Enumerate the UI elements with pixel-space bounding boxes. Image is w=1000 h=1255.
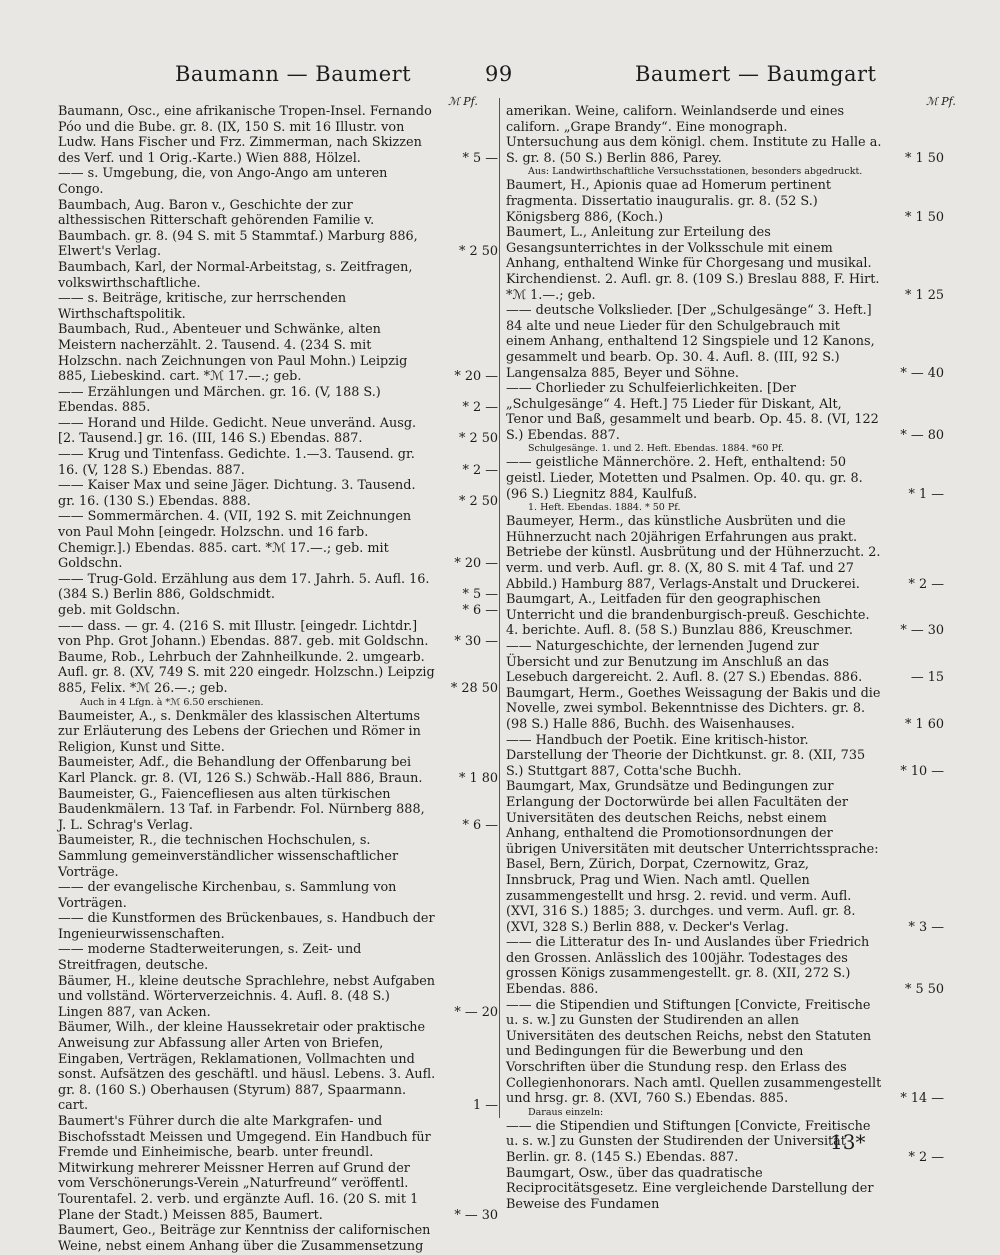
bibliography-entry: [58, 1020, 498, 1114]
entry-text: Baumbach, Karl, der Normal-Arbeitstag, s. Zeitfragen, volkswirthschaftliche.: [58, 259, 413, 291]
bibliography-entry: [506, 998, 944, 1107]
bibliography-entry: [58, 385, 498, 416]
entry-price: * 2 50: [459, 431, 498, 447]
entry-text: geb. mit Goldschn.: [58, 603, 181, 618]
entry-text: Baumeister, A., s. Denkmäler des klassischen Altertums zur Erläuterung des Lebens der Griechen und Römer in Religion, Kunst und Sitte.: [58, 708, 421, 755]
entry-price: * 20 —: [454, 369, 498, 385]
bibliography-entry: [58, 291, 498, 322]
entry-price: * 5 50: [905, 982, 944, 998]
entry-text: —— moderne Stadterweiterungen, s. Zeit- und Streitfragen, deutsche.: [58, 942, 362, 974]
entry-note: Aus: Landwirthschaftliche Versuchsstationen, besonders abgedruckt.: [528, 166, 863, 178]
bibliography-entry: [58, 755, 498, 786]
entry-price: * 1 80: [459, 770, 498, 786]
entry-text: Bäumer, H., kleine deutsche Sprachlehre, nebst Aufgaben und vollständ. Wörterverzeichnis. 4. Aufl. 8. (48 S.) Lingen 887, van Acken.: [58, 973, 436, 1020]
entry-text: —— die Kunstformen des Brückenbaues, s. Handbuch der Ingenieurwissenschaften.: [58, 911, 435, 942]
right-column: [506, 104, 944, 1212]
entry-price: * 30 —: [454, 634, 498, 650]
entry-text: Baumeister, G., Faiencefliesen aus alten türkischen Baudenkmälern. 13 Taf. in Farbendr. Fol. Nürnberg 888, J. L. Schrag's Verlag.: [58, 786, 425, 833]
entry-price: * 2 50: [459, 493, 498, 509]
bibliography-entry: [506, 303, 944, 381]
bibliography-entry: [506, 779, 944, 935]
entry-price: * — 30: [454, 1207, 498, 1223]
entry-text: Baumbach, Rud., Abenteuer und Schwänke, alten Meistern nacherzählt. 2. Tausend. 4. (234 S. mit Holzschn. nach Zeichnungen von Paul Mohn.) Leipzig 885, Liebeskind. cart. *ℳ 17.—.; geb.: [58, 322, 408, 385]
entry-text: Baumgart, A., Leitfaden für den geographischen Unterricht und die brandenburgisch-preuß. Geschichte. 4. berichte. Aufl. 8. (58 S.) Bunzlau 886, Kreuschmer.: [506, 592, 870, 639]
entry-text: Bäumer, Wilh., der kleine Haussekretair oder praktische Anweisung zur Abfassung aller Arten von Briefen, Eingaben, Verträgen, Reklamationen, Vollmachten und sonst. Aufsätzen des geschäftl. und häusl. Lebens. 3. Aufl. gr. 8. (160 S.) Oberhausen (Styrum) 887, Spaarmann. cart.: [58, 1020, 436, 1114]
entry-note: Auch in 4 Lfgn. à *ℳ 6.50 erschienen.: [80, 696, 264, 708]
entry-text: —— dass. — gr. 4. (216 S. mit Illustr. [eingedr. Lichtdr.] von Php. Grot Johann.) Ebendas. 887. geb. mit Goldschn.: [58, 618, 429, 650]
bibliography-entry: [506, 686, 944, 733]
bibliography-entry: [506, 935, 944, 997]
bibliography-entry: [58, 787, 498, 834]
entry-text: —— Erzählungen und Märchen. gr. 16. (V, 188 S.) Ebendas. 885.: [58, 384, 381, 416]
entry-text: Baumert's Führer durch die alte Markgrafen- und Bischofsstadt Meissen und Umgegend. Ein Handbuch für Fremde und Einheimische, bearb. unter freundl. Mitwirkung mehrerer Meissner Herren auf Grund der vom Verschönerungs-Verein „Naturfreund“ veröffentl. Tourentafel. 2. verb. und ergänzte Aufl. 16. (20 S. mit 1 Plane der Stadt.) Meissen 885, Baumert.: [58, 1114, 431, 1223]
entry-price: * 1 50: [905, 209, 944, 225]
bibliography-entry: [506, 455, 944, 502]
bibliography-entry: [506, 1166, 944, 1213]
bibliography-entry: [58, 509, 498, 571]
bibliography-entry: [58, 880, 498, 911]
entry-text: Baumert, Geo., Beiträge zur Kenntniss der californischen Weine, nebst einem Anhang über die Zusammensetzung: [58, 1223, 431, 1254]
entry-text: —— Horand und Hilde. Gedicht. Neue unveränd. Ausg. [2. Tausend.] gr. 16. (III, 146 S.) Ebendas. 887.: [58, 415, 417, 447]
entry-price: * 2 —: [908, 576, 944, 592]
header-right: Baumert — Baumgart: [635, 62, 877, 86]
bibliography-entry: [506, 178, 944, 225]
entry-text: Baume, Rob., Lehrbuch der Zahnheilkunde. 2. umgearb. Aufl. gr. 8. (XV, 749 S. mit 220 eingedr. Holzschn.) Leipzig 885, Felix. *ℳ 26.—.; geb.: [58, 649, 435, 696]
entry-note: Daraus einzeln:: [528, 1106, 604, 1118]
entry-text: —— s. Beiträge, kritische, zur herrschenden Wirthschaftspolitik.: [58, 291, 347, 322]
entry-note: 1. Heft. Ebendas. 1884. * 50 Pf.: [528, 502, 681, 514]
entry-price: — 15: [910, 670, 944, 686]
entry-text: —— Krug und Tintenfass. Gedichte. 1.—3. Tausend. gr. 16. (V, 128 S.) Ebendas. 887.: [58, 447, 415, 478]
bibliography-entry: [506, 514, 944, 592]
entry-text: —— die Stipendien und Stiftungen [Convicte, Freitische u. s. w.] zu Gunsten der Studirenden der Universität Berlin. gr. 8. (145 S.) Ebendas. 887.: [506, 1118, 871, 1165]
bibliography-entry: [58, 1223, 498, 1254]
entry-text: Baumert, H., Apionis quae ad Homerum pertinent fragmenta. Dissertatio inauguralis. gr. 8. (52 S.) Königsberg 886, (Koch.): [506, 178, 831, 225]
bibliography-entry: [58, 572, 498, 603]
entry-text: Baumgart, Max, Grundsätze und Bedingungen zur Erlangung der Doctorwürde bei allen Facultäten der Universitäten des deutschen Reichs, nebst einem Anhang, enthaltend die Promotionsordnungen der übrigen Universitäten mit deutscher Unterrichtssprache: Basel, Bern, Zürich, Dorpat, Czernowitz, Graz, Innsbruck, Prag und Wien. Nach amtl. Quellen zusammengestellt und hrsg. 2. revid. und verm. Aufl. (XVI, 316 S.) 1885; 3. durchges. und verm. Aufl. gr. 8. (XVI, 328 S.) Berlin 888, v. Decker's Verlag.: [506, 779, 879, 935]
bibliography-entry: [58, 322, 498, 384]
bibliography-entry: [58, 166, 498, 197]
entry-text: Baumann, Osc., eine afrikanische Tropen-Insel. Fernando Póo und die Bube. gr. 8. (IX, 150 S. mit 16 Illustr. von Ludw. Hans Fischer und Frz. Zimmerman, nach Skizzen des Verf. und 1 Orig.-Karte.) Wien 888, Hölzel.: [58, 104, 432, 166]
entry-price: * 1 60: [905, 716, 944, 732]
entry-price: * 2 —: [462, 400, 498, 416]
entry-price: * 2 —: [908, 1150, 944, 1165]
entry-price: * — 40: [900, 365, 944, 381]
entry-text: Baumgart, Herm., Goethes Weissagung der Bakis und die Novelle, zwei symbol. Bekenntnisse des Dichters. gr. 8. (98 S.) Halle 886, Buchh. des Waisenhauses.: [506, 685, 881, 732]
entry-text: —— deutsche Volkslieder. [Der „Schulgesänge“ 3. Heft.] 84 alte und neue Lieder für den Schulgebrauch mit einem Anhang, enthaltend 12 Singspiele und 12 Kanons, gesammelt und bearb. Op. 30. 4. Aufl. 8. (III, 92 S.) Langensalza 885, Beyer und Söhne.: [506, 303, 875, 381]
left-column: [58, 104, 498, 1254]
entry-price: * 2 —: [462, 462, 498, 478]
entry-text: —— die Stipendien und Stiftungen [Convicte, Freitische u. s. w.] zu Gunsten der Studirenden an allen Universitäten des deutschen Reichs, nebst den Statuten und Bedingungen für die Bewerbung und den Vorschriften über die Stundung resp. den Erlass des Collegienhonorars. Nach amtl. Quellen zusammengestellt und hrsg. gr. 8. (XVI, 760 S.) Ebendas. 885.: [506, 997, 882, 1107]
entry-price: * 1 25: [905, 287, 944, 303]
bibliography-entry: [506, 381, 944, 443]
bibliography-entry: [58, 942, 498, 973]
entry-price: * 28 50: [450, 680, 498, 696]
bibliography-entry: [58, 447, 498, 478]
entry-price: * — 20: [454, 1004, 498, 1020]
currency-label-right: ℳ Pf.: [926, 95, 956, 108]
entry-text: —— Kaiser Max und seine Jäger. Dichtung. 3. Tausend. gr. 16. (130 S.) Ebendas. 888.: [58, 478, 416, 509]
bibliography-entry: [58, 198, 498, 260]
bibliography-entry: [58, 619, 498, 650]
bibliography-entry: [506, 733, 944, 780]
entry-price: * — 80: [900, 427, 944, 443]
running-header: [0, 62, 1000, 92]
entry-text: Baumbach, Aug. Baron v., Geschichte der zur althessischen Ritterschaft gehörenden Familie v. Baumbach. gr. 8. (94 S. mit 5 Stammtaf.) Marburg 886, Elwert's Verlag.: [58, 197, 418, 260]
entry-text: amerikan. Weine, californ. Weinlandserde und eines californ. „Grape Brandy“. Eine monograph. Untersuchung aus dem königl. chem. Institute zu Halle a. S. gr. 8. (50 S.) Berlin 886, Parey.: [506, 104, 882, 166]
signature-mark: 13*: [830, 1130, 866, 1154]
entry-price: * 10 —: [900, 763, 944, 779]
bibliography-entry: [58, 833, 498, 880]
entry-price: * 14 —: [900, 1091, 944, 1107]
entry-text: —— Chorlieder zu Schulfeierlichkeiten. [Der „Schulgesänge“ 4. Heft.] 75 Lieder für Diskant, Alt, Tenor und Baß, gesammelt und bearb. Op. 45. 8. (VI, 122 S.) Ebendas. 887.: [506, 381, 879, 443]
bibliography-entry: [506, 639, 944, 686]
currency-label-left: ℳ Pf.: [448, 95, 478, 108]
entry-price: * 2 50: [459, 244, 498, 260]
entry-text: —— die Litteratur des In- und Auslandes über Friedrich den Grossen. Anlässlich des 100jähr. Todestages des grossen Königs zusammengestellt. gr. 8. (XII, 272 S.) Ebendas. 886.: [506, 935, 870, 998]
entry-price: * 20 —: [454, 556, 498, 572]
entry-text: Baumgart, Osw., über das quadratische Reciprocitätsgesetz. Eine vergleichende Darstellung der Beweise des Fundamen: [506, 1165, 874, 1212]
entry-price: * 5 —: [462, 587, 498, 603]
bibliography-entry: [506, 104, 944, 166]
column-divider: [499, 98, 500, 1118]
entry-price: * — 30: [900, 623, 944, 639]
entry-price: * 3 —: [908, 919, 944, 935]
bibliography-entry: [58, 650, 498, 697]
entry-text: Baumert, L., Anleitung zur Erteilung des Gesangsunterrichtes in der Volksschule mit einem Anhang, enthaltend Winke für Chorgesang und musikal. Kirchendienst. 2. Aufl. gr. 8. (109 S.) Breslau 888, F. Hirt. *ℳ 1.—.; geb.: [506, 225, 880, 303]
entry-price: 1 —: [472, 1098, 498, 1114]
page-number: 99: [485, 62, 513, 86]
entry-text: —— der evangelische Kirchenbau, s. Sammlung von Vorträgen.: [58, 880, 397, 911]
bibliography-entry: [58, 603, 498, 619]
entry-text: —— Trug-Gold. Erzählung aus dem 17. Jahrh. 5. Aufl. 16. (384 S.) Berlin 886, Goldschmidt.: [58, 571, 430, 603]
entry-text: —— s. Umgebung, die, von Ango-Ango am unteren Congo.: [58, 166, 388, 197]
entry-text: Baumeister, Adf., die Behandlung der Offenbarung bei Karl Planck. gr. 8. (VI, 126 S.) Schwäb.-Hall 886, Braun.: [58, 755, 423, 786]
entry-text: —— Sommermärchen. 4. (VII, 192 S. mit Zeichnungen von Paul Mohn [eingedr. Holzschn. und 16 farb. Chemigr.].) Ebendas. 885. cart. *ℳ 17.—.; geb. mit Goldschn.: [58, 509, 412, 572]
entry-price: * 1 50: [905, 150, 944, 166]
bibliography-entry: [58, 478, 498, 509]
entry-price: * 1 —: [908, 486, 944, 502]
entry-text: —— Naturgeschichte, der lernenden Jugend zur Übersicht und zur Benutzung im Anschluß an das Lesebuch dargereicht. 2. Aufl. 8. (27 S.) Ebendas. 886.: [506, 639, 863, 686]
entry-note: Schulgesänge. 1. und 2. Heft. Ebendas. 1884. *60 Pf.: [528, 443, 785, 455]
bibliography-entry: [58, 260, 498, 291]
bibliography-entry: [506, 592, 944, 639]
entry-price: * 6 —: [462, 817, 498, 833]
entry-price: * 5 —: [462, 150, 498, 166]
bibliography-entry: [58, 911, 498, 942]
bibliography-entry: [506, 1119, 944, 1166]
bibliography-entry: [58, 974, 498, 1021]
entry-text: Baumeister, R., die technischen Hochschulen, s. Sammlung gemeinverständlicher wissenschaftlicher Vorträge.: [58, 833, 399, 880]
entry-text: —— Handbuch der Poetik. Eine kritisch-histor. Darstellung der Theorie der Dichtkunst. gr. 8. (XII, 735 S.) Stuttgart 887, Cotta'sche Buchh.: [506, 732, 866, 779]
bibliography-entry: [506, 225, 944, 303]
bibliography-entry: [58, 104, 498, 166]
bibliography-entry: [58, 709, 498, 756]
entry-text: —— geistliche Männerchöre. 2. Heft, enthaltend: 50 geistl. Lieder, Motetten und Psalmen. Op. 40. qu. gr. 8. (96 S.) Liegnitz 884, Kaulfuß.: [506, 455, 863, 502]
bibliography-entry: [58, 1114, 498, 1223]
entry-price: * 6 —: [462, 603, 498, 618]
entry-text: Baumeyer, Herm., das künstliche Ausbrüten und die Hühnerzucht nach 20jährigen Erfahrungen aus prakt. Betriebe der künstl. Ausbrütung und der Hühnerzucht. 2. verm. und verb. Aufl. gr. 8. (X, 80 S. mit 4 Taf. und 27 Abbild.) Hamburg 887, Verlags-Anstalt und Druckerei.: [506, 514, 881, 592]
header-left: Baumann — Baumert: [175, 62, 412, 86]
bibliography-entry: [58, 416, 498, 447]
